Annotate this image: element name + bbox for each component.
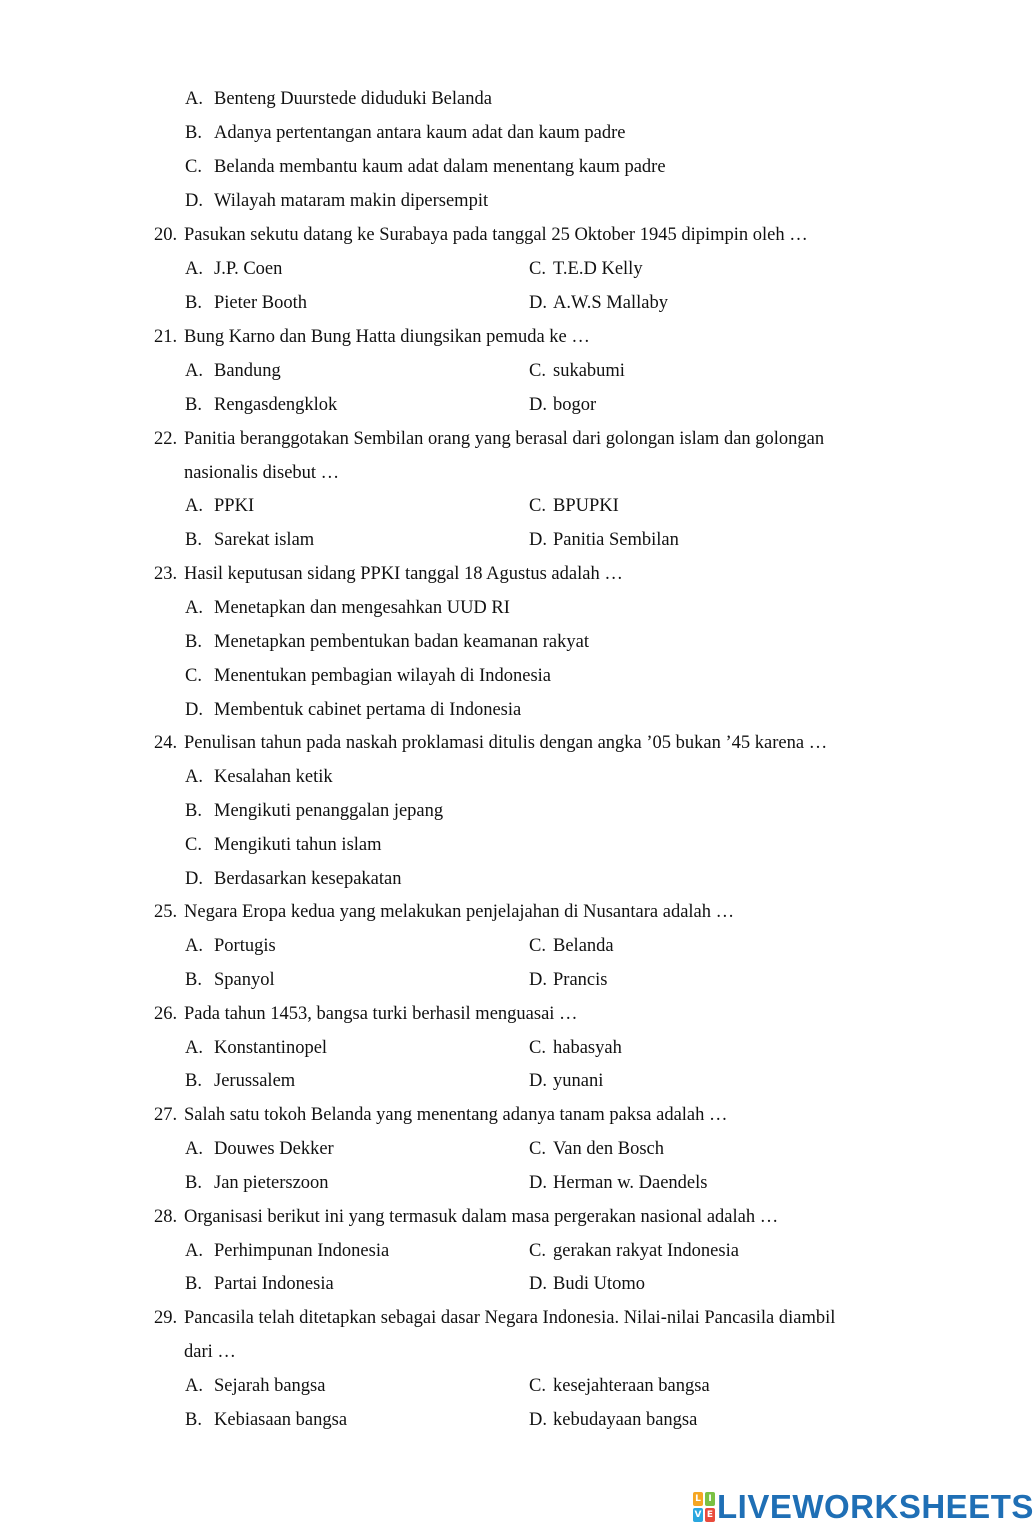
option-letter: D. <box>185 191 203 211</box>
question-number: 23. <box>154 564 178 584</box>
option-letter: A. <box>185 1038 203 1058</box>
option-text: A.W.S Mallaby <box>553 293 668 313</box>
option-letter: C. <box>185 157 202 177</box>
question-29 <box>0 1307 1000 1329</box>
option-text: habasyah <box>553 1038 622 1058</box>
option-letter: D. <box>529 1274 547 1294</box>
option-letter: A. <box>185 1241 203 1261</box>
option-text: Panitia Sembilan <box>553 530 679 550</box>
option-letter: C. <box>529 1376 546 1396</box>
option-letter: D. <box>529 293 547 313</box>
option-text: Menetapkan pembentukan badan keamanan rakyat <box>214 632 589 652</box>
option-text: PPKI <box>214 496 255 516</box>
option-text: Herman w. Daendels <box>553 1173 708 1193</box>
option-letter: B. <box>185 293 202 313</box>
option-letter: A. <box>185 89 203 109</box>
option-letter: D. <box>529 530 547 550</box>
option-text: Portugis <box>214 936 276 956</box>
question-number: 24. <box>154 733 178 753</box>
option-letter: B. <box>185 1274 202 1294</box>
question-number: 20. <box>154 225 178 245</box>
option-text: kebudayaan bangsa <box>553 1410 698 1430</box>
question-20 <box>0 224 1000 246</box>
option-letter: D. <box>529 970 547 990</box>
option-text: Menetapkan dan mengesahkan UUD RI <box>214 598 510 618</box>
option-text: Jan pieterszoon <box>214 1173 329 1193</box>
option-letter: A. <box>185 259 203 279</box>
option-letter: C. <box>185 835 202 855</box>
question-number: 25. <box>154 902 178 922</box>
option-text: Pieter Booth <box>214 293 308 313</box>
option-letter: D. <box>529 1071 547 1091</box>
option-letter: A. <box>185 496 203 516</box>
option-text: Membentuk cabinet pertama di Indonesia <box>214 700 522 720</box>
question-26 <box>0 1003 1000 1025</box>
option-letter: C. <box>529 361 546 381</box>
question-text: Pada tahun 1453, bangsa turki berhasil menguasai … <box>184 1004 578 1024</box>
question-21 <box>0 326 1000 348</box>
option-letter: D. <box>529 1173 547 1193</box>
option-letter: B. <box>185 395 202 415</box>
option-text: Kesalahan ketik <box>214 767 333 787</box>
option-letter: C. <box>185 666 202 686</box>
option-letter: B. <box>185 530 202 550</box>
question-text: dari … <box>184 1342 236 1362</box>
question-number: 27. <box>154 1105 178 1125</box>
option-letter: B. <box>185 1173 202 1193</box>
option-text: Belanda <box>553 936 614 956</box>
question-25 <box>0 901 1000 923</box>
option-text: T.E.D Kelly <box>553 259 643 279</box>
option-text: Jerussalem <box>214 1071 296 1091</box>
question-text: Pasukan sekutu datang ke Surabaya pada tanggal 25 Oktober 1945 dipimpin oleh … <box>184 225 808 245</box>
option-text: Spanyol <box>214 970 275 990</box>
option-text: Sarekat islam <box>214 530 315 550</box>
option-letter: D. <box>529 395 547 415</box>
option-text: Douwes Dekker <box>214 1139 334 1159</box>
logo-text: LIVEWORKSHEETS <box>717 1488 1034 1525</box>
option-text: Partai Indonesia <box>214 1274 334 1294</box>
question-text: Bung Karno dan Bung Hatta diungsikan pemuda ke … <box>184 327 590 347</box>
option-text: Adanya pertentangan antara kaum adat dan kaum padre <box>214 123 626 143</box>
question-number: 26. <box>154 1004 178 1024</box>
option-letter: D. <box>185 869 203 889</box>
question-23 <box>0 563 1000 585</box>
option-letter: B. <box>185 1071 202 1091</box>
option-letter: A. <box>185 767 203 787</box>
option-letter: C. <box>529 1139 546 1159</box>
option-letter: B. <box>185 970 202 990</box>
question-29-continued <box>0 1341 1000 1363</box>
option-text: BPUPKI <box>553 496 619 516</box>
question-28 <box>0 1206 1000 1228</box>
option-text: Rengasdengklok <box>214 395 338 415</box>
option-text: Berdasarkan kesepakatan <box>214 869 402 889</box>
option-text: Van den Bosch <box>553 1139 664 1159</box>
option-letter: C. <box>529 936 546 956</box>
question-number: 29. <box>154 1308 178 1328</box>
option-text: Menentukan pembagian wilayah di Indonesia <box>214 666 552 686</box>
question-text: Negara Eropa kedua yang melakukan penjelajahan di Nusantara adalah … <box>184 902 735 922</box>
question-27 <box>0 1104 1000 1126</box>
option-letter: C. <box>529 1241 546 1261</box>
option-text: Belanda membantu kaum adat dalam menentang kaum padre <box>214 157 666 177</box>
question-number: 28. <box>154 1207 178 1227</box>
option-text: Kebiasaan bangsa <box>214 1410 348 1430</box>
question-text: Organisasi berikut ini yang termasuk dalam masa pergerakan nasional adalah … <box>184 1207 779 1227</box>
option-letter: B. <box>185 801 202 821</box>
option-letter: B. <box>185 123 202 143</box>
option-letter: A. <box>185 1139 203 1159</box>
option-letter: C. <box>529 259 546 279</box>
option-letter: D. <box>529 1410 547 1430</box>
question-text: Penulisan tahun pada naskah proklamasi ditulis dengan angka ’05 bukan ’45 karena … <box>184 733 828 753</box>
option-text: Budi Utomo <box>553 1274 645 1294</box>
option-letter: A. <box>185 598 203 618</box>
option-letter: B. <box>185 1410 202 1430</box>
option-text: Konstantinopel <box>214 1038 328 1058</box>
question-22 <box>0 428 1000 450</box>
option-letter: B. <box>185 632 202 652</box>
question-22-continued <box>0 462 1000 484</box>
liveworksheets-logo <box>693 1489 1034 1525</box>
option-text: gerakan rakyat Indonesia <box>553 1241 739 1261</box>
question-24 <box>0 732 1000 754</box>
question-text: Panitia beranggotakan Sembilan orang yang berasal dari golongan islam dan golongan <box>184 429 825 449</box>
option-letter: A. <box>185 1376 203 1396</box>
option-text: sukabumi <box>553 361 625 381</box>
option-text: Wilayah mataram makin dipersempit <box>214 191 489 211</box>
option-letter: C. <box>529 496 546 516</box>
option-text: Mengikuti tahun islam <box>214 835 382 855</box>
option-text: kesejahteraan bangsa <box>553 1376 710 1396</box>
question-number: 22. <box>154 429 178 449</box>
option-text: J.P. Coen <box>214 259 283 279</box>
option-text: Bandung <box>214 361 281 381</box>
option-letter: C. <box>529 1038 546 1058</box>
option-letter: A. <box>185 361 203 381</box>
option-letter: D. <box>185 700 203 720</box>
question-text: Salah satu tokoh Belanda yang menentang adanya tanam paksa adalah … <box>184 1105 728 1125</box>
liveworksheets-logo-icon: L I V E <box>694 1494 714 1520</box>
question-text: Hasil keputusan sidang PPKI tanggal 18 Agustus adalah … <box>184 564 623 584</box>
option-text: Perhimpunan Indonesia <box>214 1241 390 1261</box>
question-number: 21. <box>154 327 178 347</box>
option-text: Sejarah bangsa <box>214 1376 326 1396</box>
option-text: yunani <box>553 1071 604 1091</box>
question-text: nasionalis disebut … <box>184 463 340 483</box>
option-letter: A. <box>185 936 203 956</box>
option-text: bogor <box>553 395 597 415</box>
option-text: Mengikuti penanggalan jepang <box>214 801 444 821</box>
option-text: Benteng Duurstede diduduki Belanda <box>214 89 492 109</box>
option-text: Prancis <box>553 970 608 990</box>
question-text: Pancasila telah ditetapkan sebagai dasar Negara Indonesia. Nilai-nilai Pancasila diambil <box>184 1308 836 1328</box>
